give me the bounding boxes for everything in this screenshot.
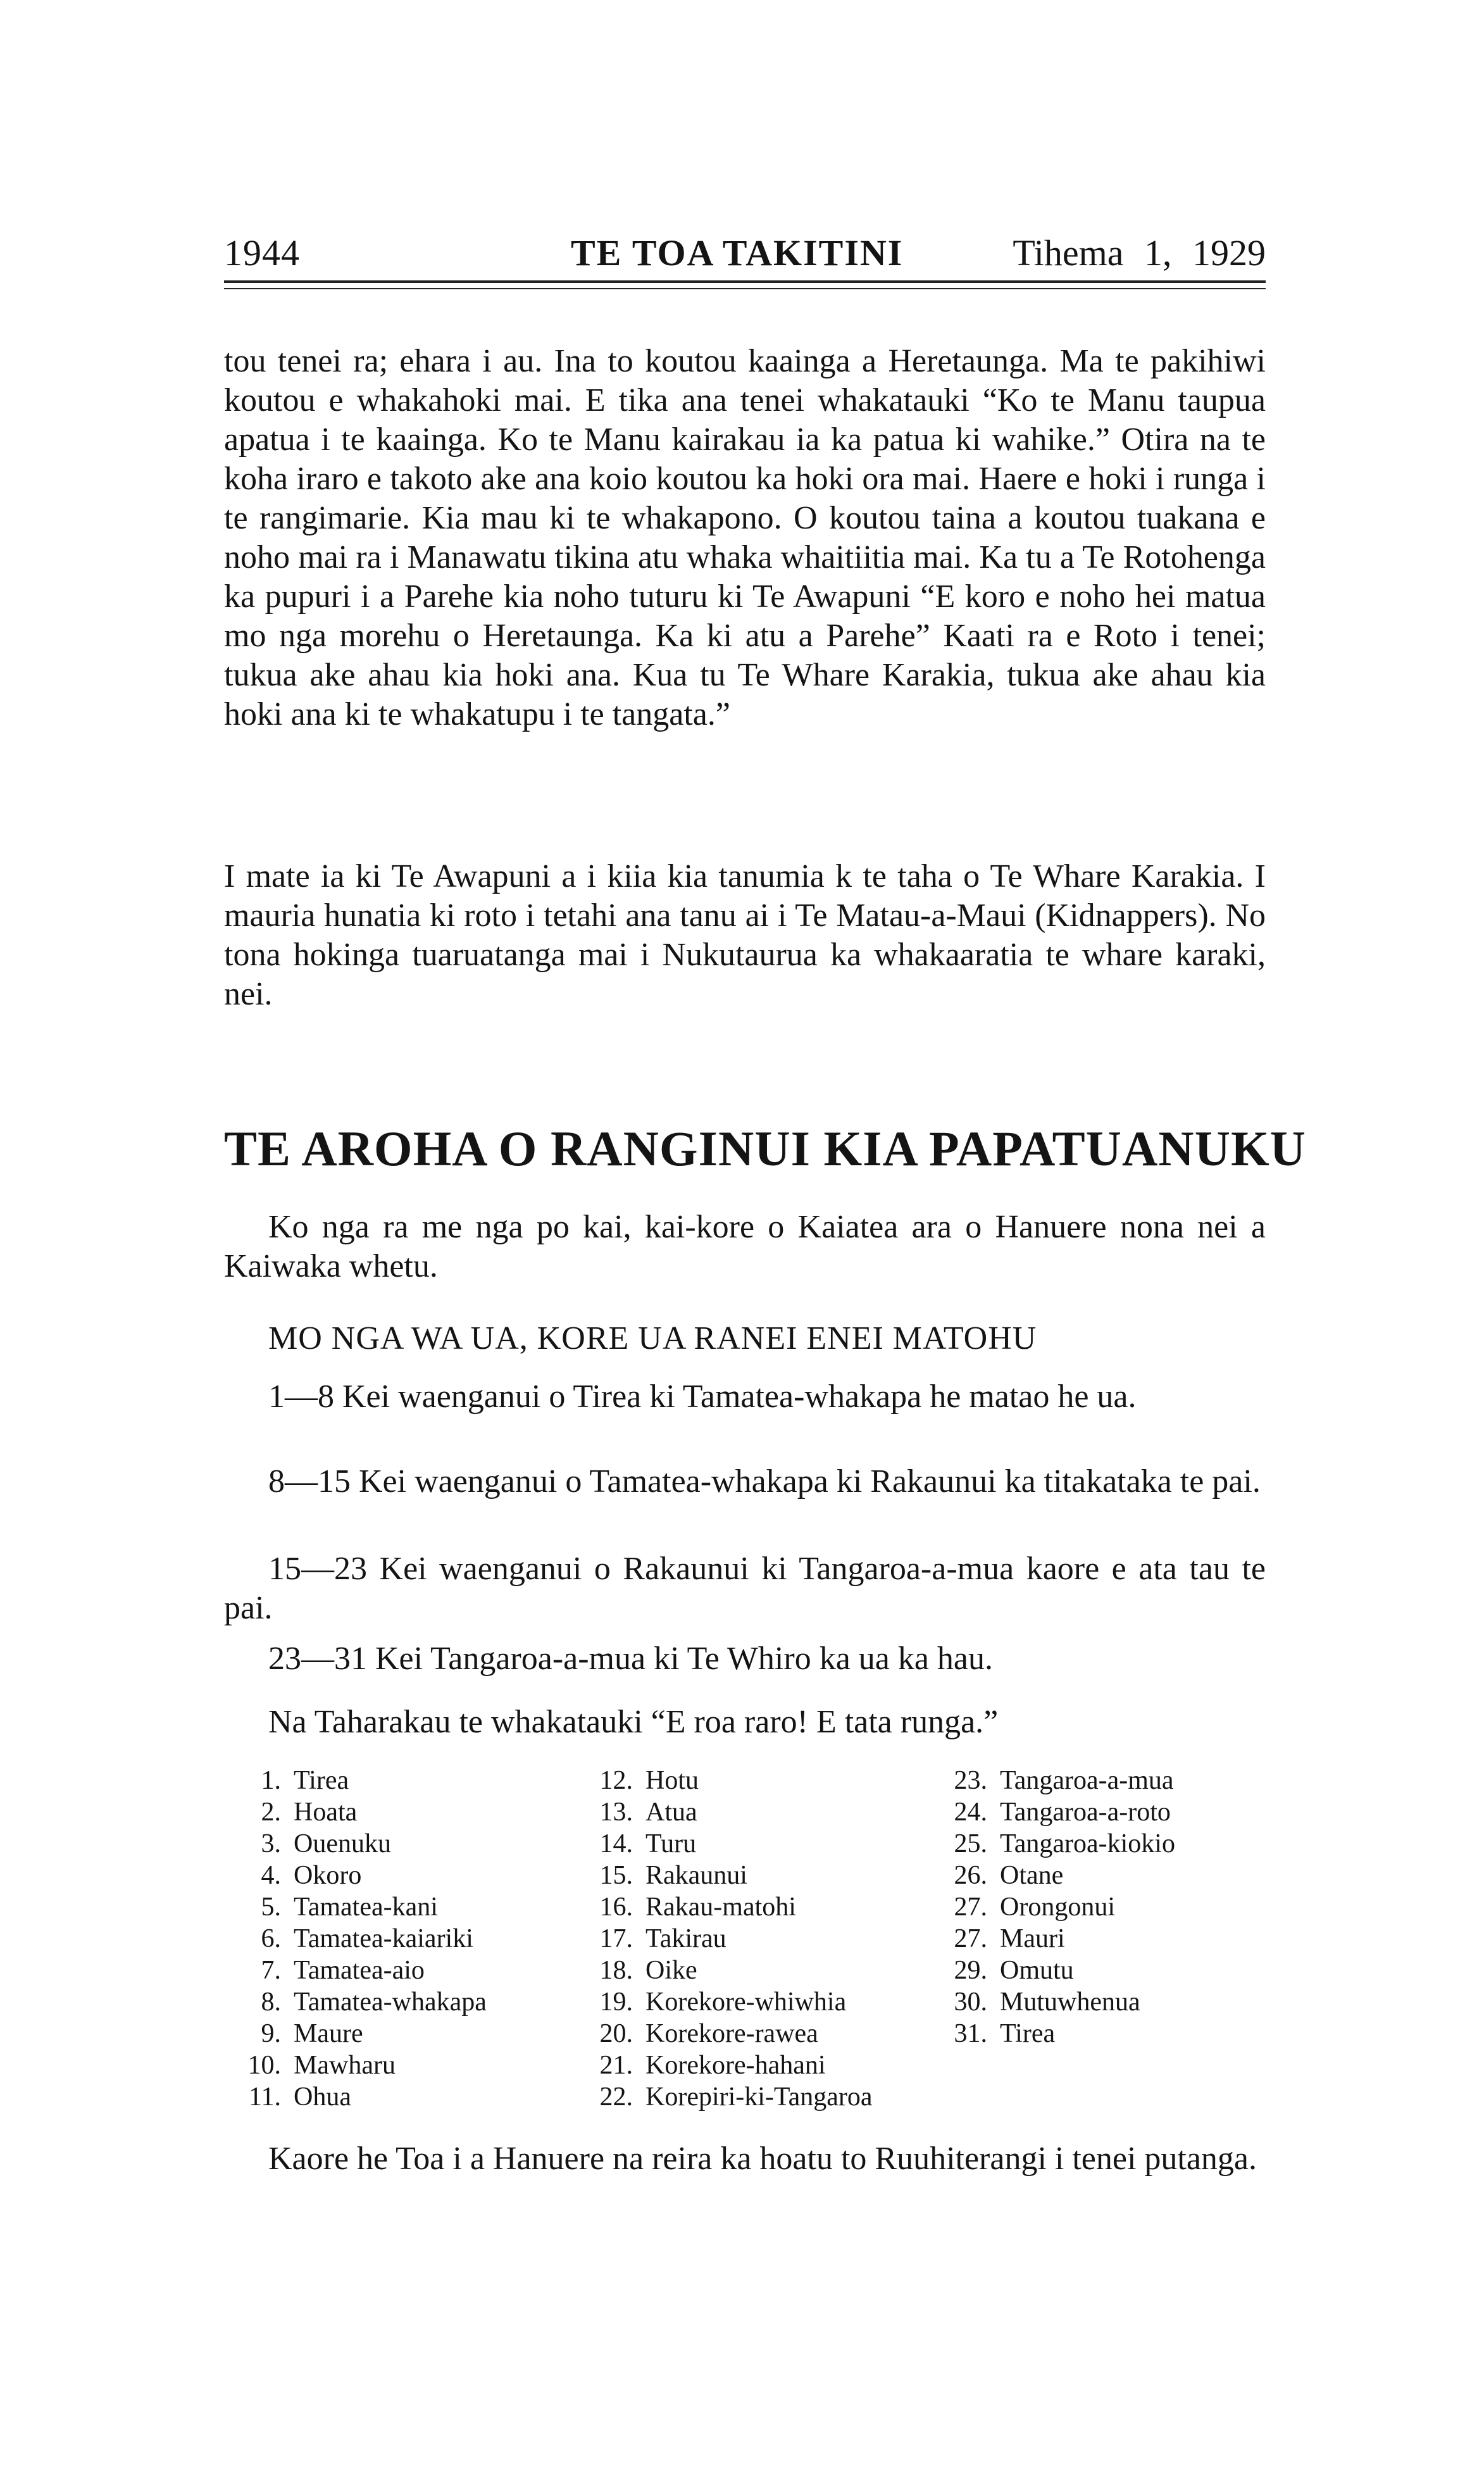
night-number: 27. bbox=[954, 1893, 987, 1922]
night-name: Tamatea-kani bbox=[294, 1893, 438, 1922]
night-name: Tangaroa-a-roto bbox=[1000, 1798, 1171, 1827]
night-name: Ohua bbox=[294, 2082, 351, 2112]
night-name: Ouenuku bbox=[294, 1829, 391, 1858]
night-number: 16. bbox=[599, 1893, 633, 1922]
closing-paragraph: Kaore he Toa i a Hanuere na reira ka hoatu to Ruuhiterangi i tenei putanga. bbox=[268, 2141, 1257, 2177]
nights-column-2 bbox=[576, 1765, 873, 2113]
night-number: 6. bbox=[261, 1924, 281, 1953]
night-number: 5. bbox=[261, 1893, 281, 1922]
body-paragraph-1: tou tenei ra; ehara i au. Ina to koutou kaainga a Heretaunga. Ma te pakihiwi koutou e whakahoki mai. E tika ana tenei whakatauki “Ko te Manu taupua apatua i te kaainga. Ko te Manu kairakau ia ka patua ki wahike.” Otira na te koha iraro e takoto ake ana koio koutou ka hoki ora mai. Haere e hoki i runga i te rangimarie. Kia mau ki te whakapono. O koutou taina a koutou tuakana e noho mai ra i Manawatu tikina atu whaka whaitiitia mai. Ka tu a Te Rotohenga ka pupuri i a Parehe kia noho tuturu ki Te Awapuni “E koro e noho hei matua mo nga morehu o Heretaunga. Ka ki atu a Parehe” Kaati ra e Roto i tenei; tukua ake ahau kia hoki ana. Kua tu Te Whare Karakia, tukua ake ahau kia hoki ana ki te whakatupu i te tangata.” bbox=[224, 343, 1266, 732]
night-number: 17. bbox=[599, 1924, 633, 1953]
night-entry bbox=[224, 1796, 487, 1828]
night-name: Turu bbox=[645, 1829, 697, 1858]
night-name: Tamatea-kaiariki bbox=[294, 1924, 473, 1953]
night-number: 20. bbox=[599, 2019, 633, 2048]
night-entry bbox=[224, 2018, 487, 2050]
night-number: 24. bbox=[954, 1798, 987, 1827]
night-name: Takirau bbox=[645, 1924, 726, 1953]
night-entry bbox=[930, 1891, 1175, 1923]
forecast-line-1: 1—8 Kei waenganui o Tirea ki Tamatea-whakapa he matao he ua. bbox=[268, 1379, 1137, 1415]
night-name: Mauri bbox=[1000, 1924, 1065, 1953]
night-number: 26. bbox=[954, 1861, 987, 1890]
night-number: 19. bbox=[599, 1987, 633, 2017]
night-name: Maure bbox=[294, 2019, 363, 2048]
night-number: 27. bbox=[954, 1924, 987, 1953]
issue-date: Tihema 1, 1929 bbox=[1013, 232, 1266, 273]
night-number: 22. bbox=[599, 2082, 633, 2112]
header-rule bbox=[224, 280, 1266, 283]
nights-column-1 bbox=[224, 1765, 487, 2113]
night-entry bbox=[576, 1765, 873, 1796]
night-number: 12. bbox=[599, 1766, 633, 1795]
night-name: Rakau-matohi bbox=[645, 1893, 796, 1922]
night-name: Otane bbox=[1000, 1861, 1064, 1890]
night-number: 10. bbox=[247, 2051, 281, 2080]
night-number: 31. bbox=[954, 2019, 987, 2048]
proverb-line: Na Taharakau te whakatauki “E roa raro! E tata runga.” bbox=[268, 1704, 999, 1740]
night-number: 11. bbox=[249, 2082, 281, 2112]
night-entry bbox=[930, 1828, 1175, 1860]
night-name: Hotu bbox=[645, 1766, 699, 1795]
page-number: 1944 bbox=[224, 232, 300, 273]
night-entry bbox=[930, 1986, 1175, 2018]
body-paragraph-2: I mate ia ki Te Awapuni a i kiia kia tanumia k te taha o Te Whare Karakia. I mauria hunatia ki roto i tetahi ana tanu ai i Te Matau-a-Maui (Kidnappers). No tona hokinga tuaruatanga mai i Nukutaurua ka whakaaratia te whare karaki, nei. bbox=[224, 858, 1266, 1012]
night-name: Rakaunui bbox=[645, 1861, 747, 1890]
night-entry bbox=[930, 1765, 1175, 1796]
night-name: Tangaroa-kiokio bbox=[1000, 1829, 1175, 1858]
night-name: Tirea bbox=[294, 1766, 349, 1795]
night-entry bbox=[930, 1955, 1175, 1986]
night-entry bbox=[224, 1923, 487, 1955]
night-number: 21. bbox=[599, 2051, 633, 2080]
night-name: Mawharu bbox=[294, 2051, 396, 2080]
night-number: 15. bbox=[599, 1861, 633, 1890]
night-entry bbox=[576, 1796, 873, 1828]
night-entry bbox=[576, 1860, 873, 1891]
night-number: 25. bbox=[954, 1829, 987, 1858]
night-number: 7. bbox=[261, 1956, 281, 1985]
forecast-line-3: 15—23 Kei waenganui o Rakaunui ki Tangaroa-a-mua kaore e ata tau te pai. bbox=[224, 1551, 1266, 1626]
night-entry bbox=[224, 2081, 487, 2113]
night-entry bbox=[224, 1955, 487, 1986]
night-number: 13. bbox=[599, 1798, 633, 1827]
night-entry bbox=[224, 1986, 487, 2018]
section-heading: TE AROHA O RANGINUI KIA PAPATUANUKU bbox=[224, 1121, 1306, 1176]
night-number: 23. bbox=[954, 1766, 987, 1795]
night-entry bbox=[576, 1828, 873, 1860]
night-name: Tamatea-aio bbox=[294, 1956, 425, 1985]
night-name: Korekore-whiwhia bbox=[645, 1987, 847, 2017]
header-rule-thin bbox=[224, 288, 1266, 289]
forecast-line-4: 23—31 Kei Tangaroa-a-mua ki Te Whiro ka ua ka hau. bbox=[268, 1641, 994, 1677]
night-entry bbox=[224, 1860, 487, 1891]
night-number: 4. bbox=[261, 1861, 281, 1890]
night-number: 30. bbox=[954, 1987, 987, 2017]
night-name: Omutu bbox=[1000, 1956, 1074, 1985]
night-entry bbox=[930, 1860, 1175, 1891]
night-entry bbox=[576, 2050, 873, 2081]
night-name: Oike bbox=[645, 1956, 697, 1985]
night-name: Korekore-rawea bbox=[645, 2019, 818, 2048]
night-name: Korekore-hahani bbox=[645, 2051, 826, 2080]
night-name: Orongonui bbox=[1000, 1893, 1115, 1922]
night-name: Hoata bbox=[294, 1798, 358, 1827]
publication-title: TE TOA TAKITINI bbox=[571, 232, 904, 273]
night-entry bbox=[224, 2050, 487, 2081]
night-number: 9. bbox=[261, 2019, 281, 2048]
night-number: 29. bbox=[954, 1956, 987, 1985]
night-number: 14. bbox=[599, 1829, 633, 1858]
section-intro: Ko nga ra me nga po kai, kai-kore o Kaiatea ara o Hanuere nona nei a Kaiwaka whetu. bbox=[224, 1209, 1266, 1284]
night-name: Tamatea-whakapa bbox=[294, 1987, 487, 2017]
night-entry bbox=[576, 1986, 873, 2018]
night-entry bbox=[576, 1891, 873, 1923]
night-entry bbox=[930, 1923, 1175, 1955]
night-name: Okoro bbox=[294, 1861, 362, 1890]
night-number: 18. bbox=[599, 1956, 633, 1985]
night-number: 8. bbox=[261, 1987, 281, 2017]
night-name: Atua bbox=[645, 1798, 697, 1827]
night-entry bbox=[576, 2018, 873, 2050]
night-entry bbox=[224, 1765, 487, 1796]
night-name: Tangaroa-a-mua bbox=[1000, 1766, 1174, 1795]
night-entry bbox=[224, 1828, 487, 1860]
forecast-line-2: 8—15 Kei waenganui o Tamatea-whakapa ki Rakaunui ka titakataka te pai. bbox=[268, 1463, 1261, 1499]
section-subheading: MO NGA WA UA, KORE UA RANEI ENEI MATOHU bbox=[268, 1320, 1037, 1356]
night-entry bbox=[224, 1891, 487, 1923]
night-entry bbox=[930, 1796, 1175, 1828]
night-entry bbox=[576, 1923, 873, 1955]
night-name: Tirea bbox=[1000, 2019, 1056, 2048]
night-name: Korepiri-ki-Tangaroa bbox=[645, 2082, 873, 2112]
night-entry bbox=[576, 2081, 873, 2113]
night-number: 3. bbox=[261, 1829, 281, 1858]
night-entry bbox=[930, 2018, 1175, 2050]
nights-column-3 bbox=[930, 1765, 1175, 2050]
night-entry bbox=[576, 1955, 873, 1986]
night-number: 1. bbox=[261, 1766, 281, 1795]
night-number: 2. bbox=[261, 1798, 281, 1827]
night-name: Mutuwhenua bbox=[1000, 1987, 1140, 2017]
